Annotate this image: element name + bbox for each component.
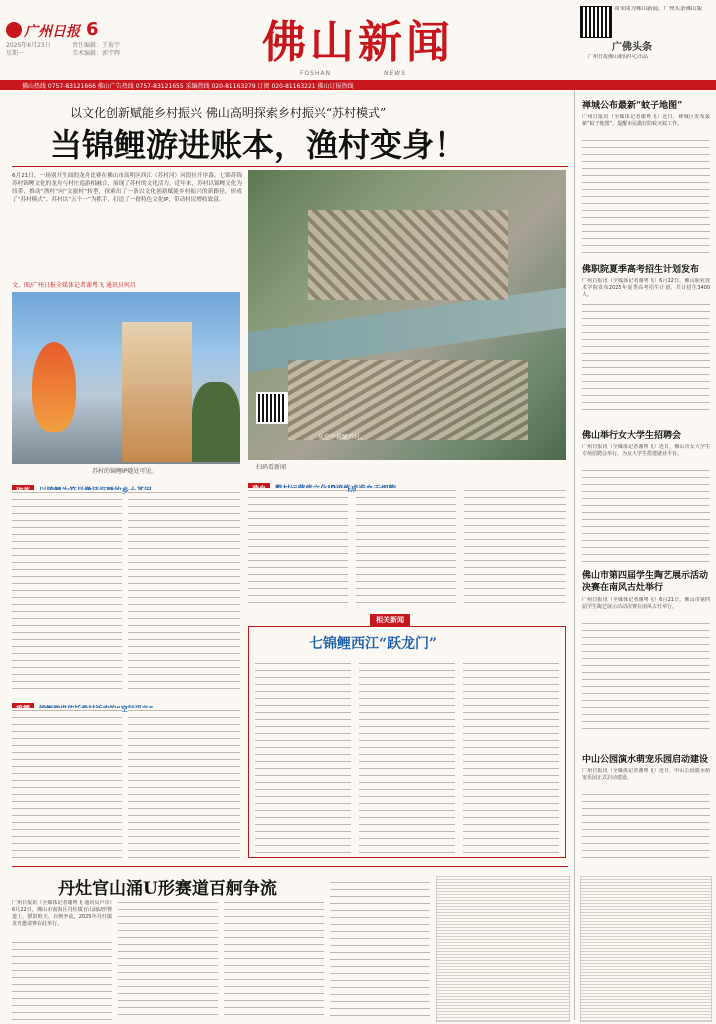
mural-building: [122, 322, 192, 462]
photo-koi-mural: [12, 292, 240, 464]
sidebar-body-1: [582, 138, 710, 258]
column-3-body: [248, 488, 348, 608]
sidebar-story-2: [582, 262, 710, 416]
issue-date: 2025年6月23日: [6, 42, 51, 49]
sidebar-story-4: [582, 570, 710, 731]
sidebar-intro-5: 广州日报讯（全媒体记者谢粤飞）近日，中山公园演水萌宠乐园正式启动建设。: [582, 768, 710, 781]
sidebar-title-4: 佛山市第四届学生陶艺展示活动决赛在南风古灶举行: [582, 571, 709, 593]
sidebar-title-1: 禅城公布最新“蚊子地图”: [582, 101, 683, 111]
sidebar-intro-3: 广州日报讯（全媒体记者谢粤飞）近日，佛山市女大学生专场招聘会举行，为女大学生搭建就业平台。: [582, 444, 710, 457]
related-box: [248, 626, 566, 858]
related-title: 七锦鲤西江“跃龙门”: [309, 636, 438, 652]
contact-bar: [0, 80, 716, 90]
related-label: 相关新闻: [370, 614, 410, 626]
photo-aerial-village: [248, 170, 566, 460]
section-title: 佛山新闻: [262, 17, 454, 68]
bottom-headline: 丹灶官山涌U形赛道百舸争流: [58, 879, 277, 899]
lead-intro: 6月21日，一场别开生面的龙舟比赛在佛山市高明区西江（苏村河）河段拉开序幕。七锦苏锦苏村锦鲤文化的龙舟与村庄巡游相融合，展现了苏村的文化活力。近年来，苏村以锦鲤文化为纽带，推动“渔村”向“文旅村”转型，探索出了一条以文化创新赋能乡村振兴的新路径，形成了“苏村模式”。苏村以“五个一”为抓手，打造了一批特色文化IP，带动村民增收致富。: [12, 173, 242, 203]
related-col-3: [463, 661, 559, 853]
lead-kicker: 以文化创新赋能乡村振兴 佛山高明探索乡村振兴“苏村模式”: [70, 106, 387, 120]
sidebar-body-5: [582, 792, 710, 862]
lead-headline: 当锦鲤游进账本，渔村变身！: [50, 126, 467, 164]
sidebar-body-2: [582, 302, 710, 416]
sidebar-intro-1: 广州日报讯（全媒体记者谢粤飞）近日，禅城区发布最新“蚊子地图”，提醒市民做好防蚊灭蚊工作。: [582, 114, 710, 127]
qr-note: 周末阅为佛山新闻，广州头条佛山版: [614, 6, 703, 12]
bottom-intro: 广州日报讯（全媒体记者谢粤飞 通讯员卢卓）6月22日，佛山市南海区丹灶镇官山涌U形赛道上，锣鼓喧天、百舸争流，2025年丹灶镇龙舟邀请赛在此举行。: [12, 900, 112, 927]
headline-rule: [12, 166, 568, 167]
sidebar-title-2: 佛职院夏季高考招生计划发布: [582, 265, 700, 275]
editor-credit: 责任编辑：王俊宇: [72, 42, 121, 49]
koi-icon: [32, 342, 76, 432]
bottom-rule: [12, 866, 568, 867]
column-5-body: [464, 488, 566, 608]
aerial-rooftops-2: [288, 360, 528, 440]
bottom-ad-block: [436, 876, 570, 1022]
sidebar-ad-block: [580, 876, 712, 1022]
mural-tree: [192, 382, 240, 462]
sidebar-intro-4: 广州日报讯（全媒体记者谢粤飞）6月21日，佛山市第四届学生陶艺展示活动决赛在南风古灶举行。: [582, 597, 710, 610]
brand-url: 广州日报佛山新闻中心出品: [588, 54, 649, 60]
sidebar-divider: [574, 90, 575, 1020]
bottom-col-1: [12, 940, 112, 1020]
aerial-rooftops: [308, 210, 508, 300]
sidebar-story-3: [582, 428, 710, 568]
related-col-2: [359, 661, 455, 853]
sidebar-title-3: 佛山举行女大学生招聘会: [582, 431, 682, 441]
column-2b-body: [128, 708, 240, 858]
related-col-1: [255, 661, 351, 853]
column-1-body: [12, 490, 122, 692]
photo2-caption: 从空中俯瞰苏村。: [318, 434, 367, 441]
section-title-en2: NEWS: [384, 70, 407, 77]
bottom-col-4: [330, 880, 430, 1020]
weekday: 星期一: [6, 50, 25, 57]
photo2-sub: 扫码看新闻: [256, 464, 287, 471]
sidebar-title-5: 中山公园演水萌宠乐园启动建设: [582, 755, 709, 765]
column-2-body: [128, 490, 240, 692]
column-4-body: [356, 488, 456, 608]
sidebar-body-3: [582, 468, 710, 568]
designer-credit: 美术编辑：郭宇辉: [72, 50, 121, 57]
sidebar-body-4: [582, 621, 710, 731]
photo1-caption: 苏村的锦鲤IP随处可见。: [92, 468, 158, 475]
sidebar-story-1: [582, 98, 710, 258]
qr-code-icon[interactable]: [580, 6, 612, 38]
sidebar-intro-2: 广州日报讯（全媒体记者谢粤飞）6月22日，佛山职业技术学院发布2025年夏季高考招生计划，共计招生3400人。: [582, 278, 710, 298]
brand-name: 广佛头条: [612, 42, 652, 53]
bottom-col-2: [118, 900, 218, 1020]
column-1b-body: [12, 708, 122, 858]
lead-byline: 文、图/广州日报全媒体记者谢粤飞 通讯员何昌: [12, 282, 136, 289]
page-number: 6: [86, 19, 99, 40]
paper-name: 广州日报: [24, 24, 80, 40]
aerial-qr-icon[interactable]: [256, 392, 288, 424]
contact-text: 佛山热线 0757-83121666 佛山广告热线 0757-83121655 采编热线 020-81163279 订阅 020-81163221 佛山订报热线: [22, 83, 354, 90]
paper-logo-emblem-icon: [6, 22, 22, 38]
section-title-en: FOSHAN: [300, 70, 332, 77]
bottom-col-3: [224, 900, 324, 1020]
sidebar-story-5: [582, 752, 710, 862]
